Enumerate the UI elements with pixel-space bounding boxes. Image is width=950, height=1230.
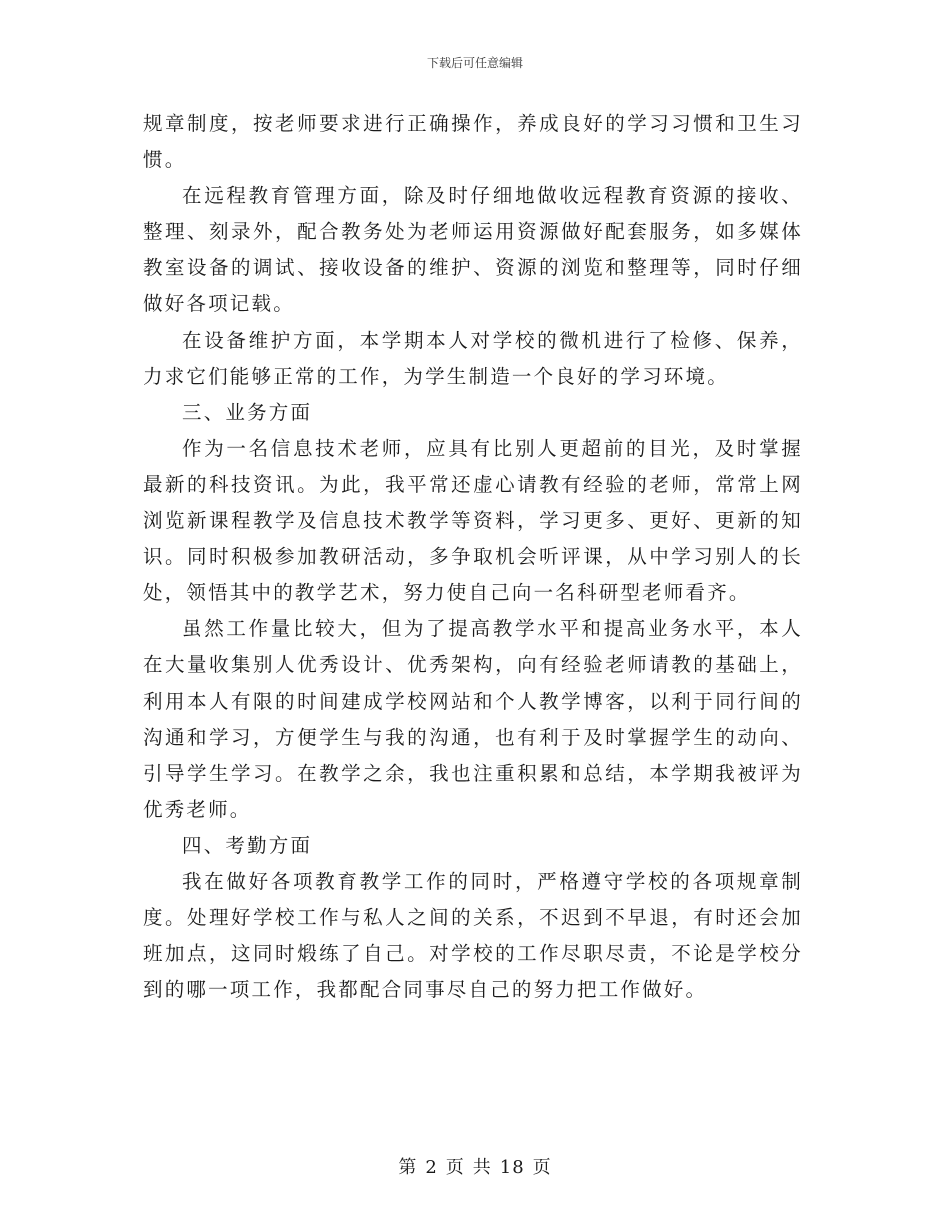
paragraph-equipment-maintenance: 在设备维护方面，本学期本人对学校的微机进行了检修、保养，力求它们能够正常的工作，为学生制造一个良好的学习环境。 [143,328,803,388]
paragraph-attendance: 我在做好各项教育教学工作的同时，严格遵守学校的各项规章制度。处理好学校工作与私人之间的关系，不迟到不早退，有时还会加班加点，这同时煅练了自己。对学校的工作尽职尽责，不论是学校分到的哪一项工作，我都配合同事尽自己的努力把工作做好。 [143,869,803,1002]
footer-total-label: 页 [532,1157,552,1178]
footer-current-page: 2 [425,1157,438,1178]
paragraph-workload: 虽然工作量比较大，但为了提高教学水平和提高业务水平，本人在大量收集别人优秀设计、优秀架构，向有经验老师请教的基础上，利用本人有限的时间建成学校网站和个人教学博客，以利于同行间的沟通和学习，方便学生与我的沟通，也有利于及时掌握学生的动向、引导学生学习。在教学之余，我也注重积累和总结，本学期我被评为优秀老师。 [143,617,803,821]
section-heading-business: 三、业务方面 [182,400,313,424]
footer-total-pages: 18 [499,1157,525,1178]
paragraph-remote-education: 在远程教育管理方面，除及时仔细地做收远程教育资源的接收、整理、刻录外，配合教务处为老师运用资源做好配套服务，如多媒体教室设备的调试、接收设备的维护、资源的浏览和整理等，同时仔细做好各项记载。 [143,184,803,316]
paragraph-continued: 规章制度，按老师要求进行正确操作，养成良好的学习习惯和卫生习惯。 [143,112,803,172]
footer-total-prefix: 共 [472,1157,492,1178]
page-footer [0,1153,950,1179]
paragraph-it-teacher: 作为一名信息技术老师，应具有比别人更超前的目光，及时掌握最新的科技资讯。为此，我平常还虚心请教有经验的老师，常常上网浏览新课程教学及信息技术教学等资料，学习更多、更好、更新的知识。同时积极参加教研活动，多争取机会听评课，从中学习别人的长处，领悟其中的教学艺术，努力使自己向一名科研型老师看齐。 [143,436,803,605]
footer-page-prefix: 第 [398,1157,418,1178]
section-heading-attendance: 四、考勤方面 [182,833,313,857]
page-header-note: 下载后可任意编辑 [426,56,523,70]
footer-page-label: 页 [445,1157,465,1178]
document-body [143,106,803,1008]
